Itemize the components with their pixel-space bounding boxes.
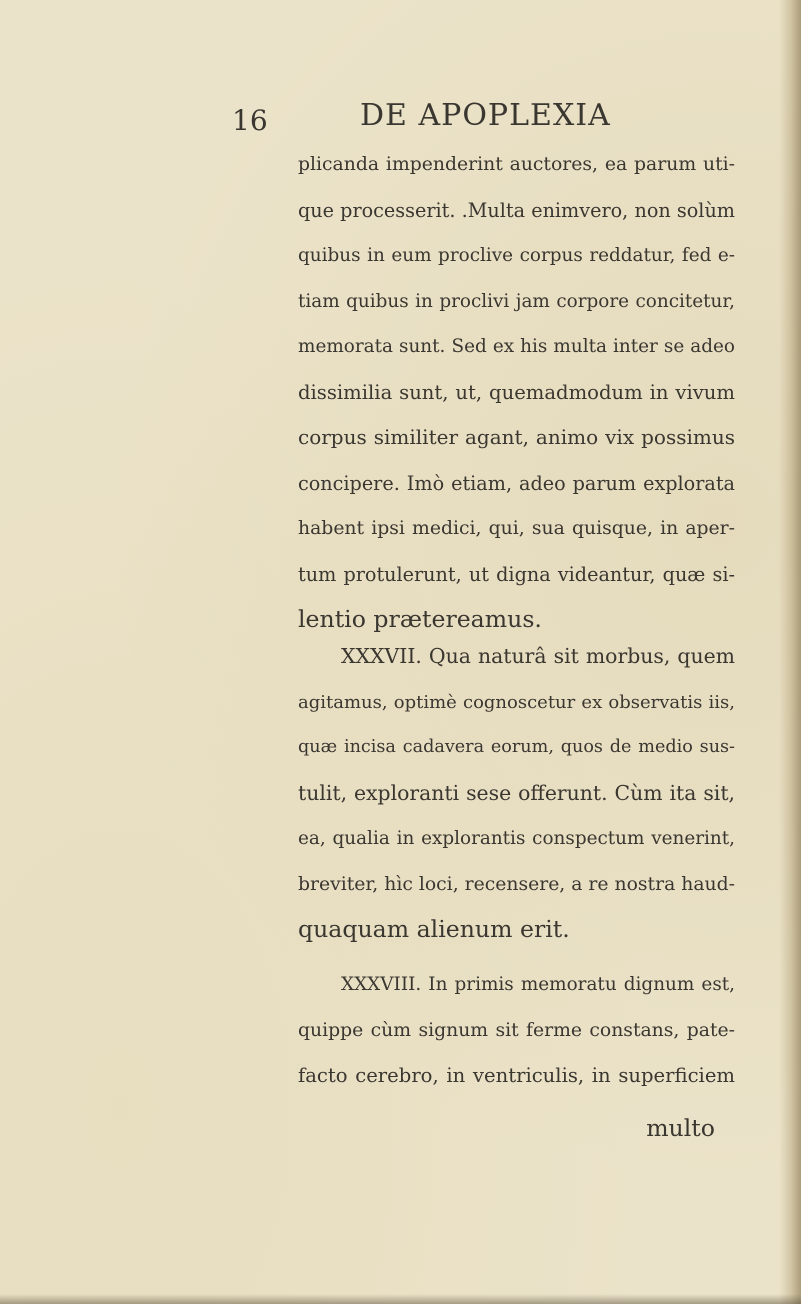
text-line: agitamus, optimè cognoscetur ex observatis iis,: [298, 691, 735, 713]
text-line: lentio prætereamus.: [298, 605, 542, 633]
section-heading-line: XXXVIII. In primis memoratu dignum est,: [341, 974, 735, 995]
section-heading-line: XXXVII. Qua naturâ sit morbus, quem: [341, 644, 735, 668]
text-line: corpus similiter agant, animo vix possimus: [298, 425, 735, 449]
text-line: plicanda impenderint auctores, ea parum uti-: [298, 154, 735, 175]
paragraph-3: [298, 962, 735, 1099]
text-line: memorata sunt. Sed ex his multa inter se adeo: [298, 336, 735, 357]
text-line: dissimilia sunt, ut, quemadmodum in vivum: [298, 380, 735, 404]
catchword: multo: [646, 1114, 715, 1142]
text-line: tiam quibus in proclivi jam corpore concitetur,: [298, 290, 735, 312]
text-line: quæ incisa cadavera eorum, quos de medio sus-: [298, 737, 735, 757]
paragraph-2: [298, 634, 735, 953]
paragraph-1: [298, 142, 735, 643]
text-line: quaquam alienum erit.: [298, 915, 570, 943]
text-line: tulit, exploranti sese offerunt. Cùm ita sit,: [298, 780, 735, 805]
page-edge-shadow: [779, 0, 801, 1304]
text-line: que processerit. .Multa enimvero, non solùm: [298, 198, 735, 222]
text-line: facto cerebro, in ventriculis, in superficiem: [298, 1064, 735, 1087]
running-header: [0, 98, 801, 142]
text-line: quibus in eum proclive corpus reddatur, fed e-: [298, 245, 735, 266]
page-bottom-shadow: [0, 1294, 801, 1304]
text-line: ea, qualia in explorantis conspectum venerint,: [298, 828, 735, 849]
text-line: tum protulerunt, ut digna videantur, quæ si-: [298, 562, 735, 586]
text-line: breviter, hìc loci, recensere, a re nostra haud-: [298, 873, 735, 895]
running-title: DE APOPLEXIA: [360, 98, 611, 133]
text-line: quippe cùm signum sit ferme constans, pate-: [298, 1019, 735, 1041]
text-line: habent ipsi medici, qui, sua quisque, in aper-: [298, 518, 735, 539]
text-line: concipere. Imò etiam, adeo parum explorata: [298, 471, 735, 495]
page-number: 16: [232, 104, 268, 137]
